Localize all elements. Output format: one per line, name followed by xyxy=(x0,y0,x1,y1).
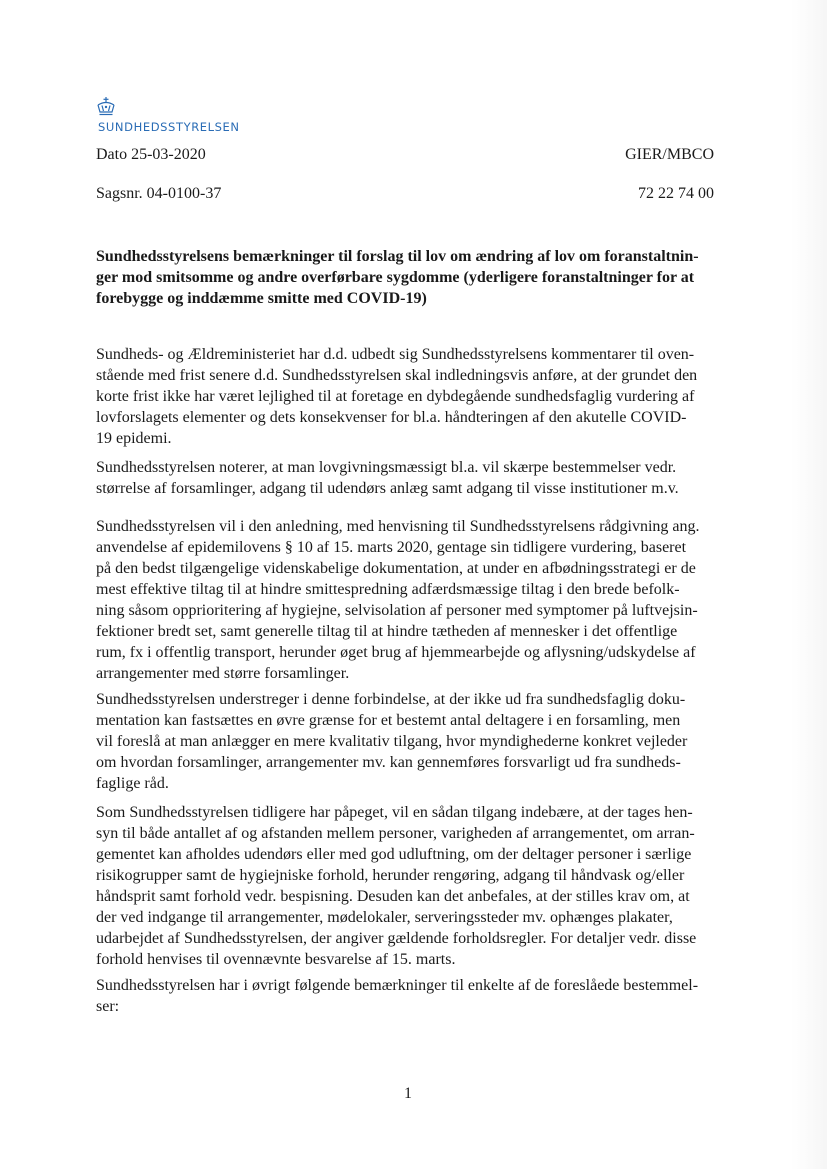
paragraph-2 xyxy=(96,457,722,499)
paragraph-line: syn til både antallet af og afstanden mellem personer, varigheden af arrangementet, om arran- xyxy=(96,825,695,842)
paragraph-line: arrangementer med større forsamlinger. xyxy=(96,665,350,682)
paragraph-6 xyxy=(96,975,722,1017)
paragraph-line: Sundhedsstyrelsen understreger i denne forbindelse, at der ikke ud fra sundhedsfaglig doku- xyxy=(96,691,686,708)
paragraph-line: ning såsom opprioritering af hygiejne, selvisolation af personer med symptomer på luftvejsin- xyxy=(96,602,698,619)
paragraph-line: rum, fx i offentlig transport, herunder øget brug af hjemmearbejde og aflysning/udskydelse af xyxy=(96,644,696,661)
paragraph-line: på den bedst tilgængelige videnskabelige dokumentation, at under en afbødningsstrategi er de xyxy=(96,560,696,577)
paragraph-line: fektioner bredt set, samt generelle tiltag til at hindre tætheden af mennesker i det offentlige xyxy=(96,623,678,640)
paragraph-line: faglige råd. xyxy=(96,775,169,792)
document-date: Dato 25-03-2020 xyxy=(96,146,206,163)
paragraph-4 xyxy=(96,689,722,794)
paragraph-line: der ved indgange til arrangementer, mødelokaler, serveringssteder mv. ophænges plakater, xyxy=(96,909,673,926)
paragraph-line: korte frist ikke har været lejlighed til at foretage en dybdegående sundhedsfaglig vurdering af xyxy=(96,388,695,405)
paragraph-5 xyxy=(96,802,722,970)
paragraph-line: Som Sundhedsstyrelsen tidligere har påpeget, vil en sådan tilgang indebære, at der tages hen- xyxy=(96,804,693,821)
scan-edge-shadow xyxy=(791,0,827,1169)
title-line: ger mod smitsomme og andre overførbare sygdomme (yderligere foranstaltninger for at xyxy=(96,269,695,286)
paragraph-line: vil foreslå at man anlægger en mere kvalitativ tilgang, hvor myndighederne konkret vejleder xyxy=(96,733,688,750)
crown-icon xyxy=(95,96,117,118)
paragraph-line: gementet kan afholdes udendørs eller med god udluftning, om der deltager personer i særlige xyxy=(96,846,692,863)
paragraph-1 xyxy=(96,344,722,449)
paragraph-line: mest effektive tiltag til at hindre smittespredning adfærdsmæssige tiltag i den brede befolk- xyxy=(96,581,680,598)
paragraph-line: forhold henvises til ovennævnte besvarelse af 15. marts. xyxy=(96,951,456,968)
case-number: Sagsnr. 04-0100-37 xyxy=(96,185,222,202)
phone-number: 72 22 74 00 xyxy=(638,185,714,202)
paragraph-line: Sundheds- og Ældreministeriet har d.d. udbedt sig Sundhedsstyrelsens kommentarer til oven- xyxy=(96,346,695,363)
paragraph-3 xyxy=(96,516,722,684)
logo-wordmark: SUNDHEDSSTYRELSEN xyxy=(98,120,240,134)
paragraph-line: stående med frist senere d.d. Sundhedsstyrelsen skal indledningsvis anføre, at der grundet den xyxy=(96,367,698,384)
paragraph-line: udarbejdet af Sundhedsstyrelsen, der angiver gældende forholdsregler. For detaljer vedr. disse xyxy=(96,930,697,947)
paragraph-line: om hvordan forsamlinger, arrangementer mv. kan gennemføres forsvarligt ud fra sundheds- xyxy=(96,754,681,771)
paragraph-line: mentation kan fastsættes en øvre grænse for et bestemt antal deltagere i en forsamling, men xyxy=(96,712,681,729)
paragraph-line: anvendelse af epidemilovens § 10 af 15. marts 2020, gentage sin tidligere vurdering, baseret xyxy=(96,539,687,556)
paragraph-line: størrelse af forsamlinger, adgang til udendørs anlæg samt adgang til visse institutioner m.v. xyxy=(96,480,679,497)
paragraph-line: Sundhedsstyrelsen har i øvrigt følgende bemærkninger til enkelte af de foreslåede bestemmel- xyxy=(96,977,699,994)
paragraph-line: Sundhedsstyrelsen vil i den anledning, med henvisning til Sundhedsstyrelsens rådgivning ang. xyxy=(96,518,700,535)
paragraph-line: ser: xyxy=(96,998,120,1015)
page-number: 1 xyxy=(404,1085,412,1102)
paragraph-line: håndsprit samt forhold vedr. bespisning. Desuden kan det anbefales, at der stilles krav om, at xyxy=(96,888,690,905)
title-line: forebygge og inddæmme smitte med COVID-19) xyxy=(96,290,427,307)
paragraph-line: 19 epidemi. xyxy=(96,430,172,447)
paragraph-line: risikogrupper samt de hygiejniske forhold, herunder rengøring, adgang til håndvask og/eller xyxy=(96,867,685,884)
document-title xyxy=(96,246,716,309)
paragraph-line: Sundhedsstyrelsen noterer, at man lovgivningsmæssigt bl.a. vil skærpe bestemmelser vedr. xyxy=(96,459,677,476)
title-line: Sundhedsstyrelsens bemærkninger til forslag til lov om ændring af lov om foranstaltnin- xyxy=(96,248,699,265)
paragraph-line: lovforslagets elementer og dets konsekvenser for bl.a. håndteringen af den akutelle COVID- xyxy=(96,409,687,426)
document-initials: GIER/MBCO xyxy=(625,146,714,163)
